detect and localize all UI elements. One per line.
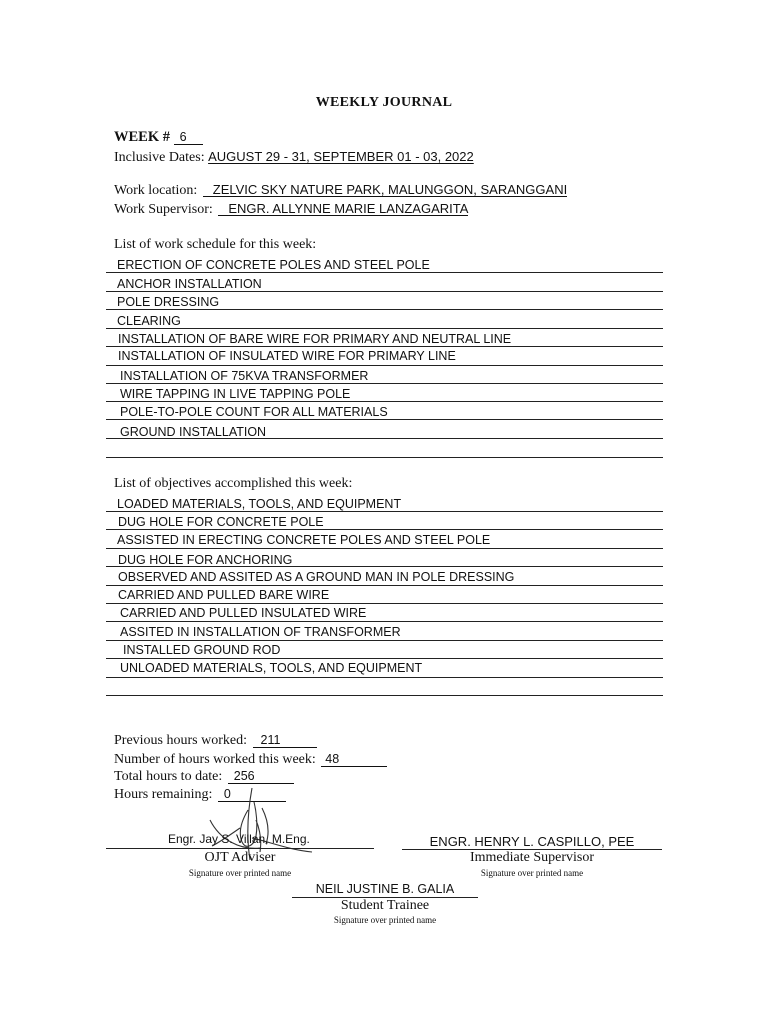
supervisor-row: [114, 202, 468, 218]
supervisor-label: Work Supervisor:: [114, 202, 213, 217]
week-hours-value: 48: [321, 753, 387, 767]
previous-hours-value: 211: [253, 734, 317, 748]
row-rule: [106, 365, 663, 366]
row-rule: [106, 511, 663, 512]
trainee-name: NEIL JUSTINE B. GALIA: [315, 882, 455, 896]
objective-item: ASSISTED IN ERECTING CONCRETE POLES AND STEEL POLE: [117, 533, 491, 547]
row-rule: [106, 419, 663, 420]
total-hours-label: Total hours to date:: [114, 769, 223, 784]
row-rule: [106, 603, 663, 604]
objective-item: LOADED MATERIALS, TOOLS, AND EQUIPMENT: [117, 497, 402, 511]
remaining-hours-value: 0: [218, 788, 286, 802]
location-label: Work location:: [114, 183, 198, 198]
objective-item: DUG HOLE FOR ANCHORING: [118, 553, 293, 567]
schedule-item: INSTALLATION OF 75KVA TRANSFORMER: [120, 369, 369, 383]
schedule-item: POLE DRESSING: [117, 295, 220, 309]
schedule-item: INSTALLATION OF INSULATED WIRE FOR PRIMARY LINE: [118, 349, 456, 363]
row-rule: [106, 529, 663, 530]
schedule-item: CLEARING: [117, 314, 181, 328]
dates-label: Inclusive Dates:: [114, 150, 205, 165]
schedule-item: POLE-TO-POLE COUNT FOR ALL MATERIALS: [120, 405, 388, 419]
dates-row: [114, 149, 474, 166]
row-rule: [106, 328, 663, 329]
location-value: ZELVIC SKY NATURE PARK, MALUNGGON, SARANGGANI: [203, 183, 567, 197]
schedule-item: INSTALLATION OF BARE WIRE FOR PRIMARY AND NEUTRAL LINE: [118, 332, 512, 346]
objective-item: INSTALLED GROUND ROD: [123, 643, 281, 657]
trainee-caption: Signature over printed name: [333, 915, 437, 925]
row-rule: [106, 695, 663, 696]
adviser-signature-line: [106, 848, 374, 849]
immediate-supervisor-name: ENGR. HENRY L. CASPILLO, PEE: [429, 834, 635, 849]
row-rule: [106, 383, 663, 384]
adviser-name: Engr. Jay S. Villan, M.Eng.: [168, 832, 310, 846]
objective-item: CARRIED AND PULLED INSULATED WIRE: [120, 606, 367, 620]
week-value: 6: [174, 131, 203, 145]
row-rule: [106, 677, 663, 678]
row-rule: [106, 640, 663, 641]
week-hours-label: Number of hours worked this week:: [114, 752, 316, 767]
schedule-item: ANCHOR INSTALLATION: [117, 277, 262, 291]
immediate-supervisor-role: Immediate Supervisor: [469, 850, 595, 865]
document-title: WEEKLY JOURNAL: [315, 95, 453, 110]
schedule-heading: List of work schedule for this week:: [114, 237, 317, 252]
row-rule: [106, 548, 663, 549]
row-rule: [106, 457, 663, 458]
row-rule: [106, 401, 663, 402]
row-rule: [106, 309, 663, 310]
supervisor-value: ENGR. ALLYNNE MARIE LANZAGARITA: [218, 202, 468, 216]
location-row: [114, 183, 567, 199]
adviser-role: OJT Adviser: [204, 850, 276, 865]
objective-item: UNLOADED MATERIALS, TOOLS, AND EQUIPMENT: [120, 661, 423, 675]
week-hours-row: [114, 752, 387, 768]
row-rule: [106, 566, 663, 567]
total-hours-value: 256: [228, 770, 294, 784]
previous-hours-row: [114, 733, 317, 749]
objective-item: OBSERVED AND ASSITED AS A GROUND MAN IN POLE DRESSING: [118, 570, 515, 584]
week-row: [114, 129, 203, 146]
previous-hours-label: Previous hours worked:: [114, 733, 247, 748]
objective-item: ASSITED IN INSTALLATION OF TRANSFORMER: [120, 625, 401, 639]
supervisor-caption: Signature over printed name: [480, 868, 584, 878]
schedule-item: ERECTION OF CONCRETE POLES AND STEEL POLE: [117, 258, 430, 272]
trainee-role: Student Trainee: [340, 898, 430, 913]
row-rule: [106, 291, 663, 292]
row-rule: [106, 346, 663, 347]
row-rule: [106, 621, 663, 622]
dates-value: AUGUST 29 - 31, SEPTEMBER 01 - 03, 2022: [208, 149, 474, 164]
schedule-item: GROUND INSTALLATION: [120, 425, 267, 439]
adviser-caption: Signature over printed name: [188, 868, 292, 878]
row-rule: [106, 658, 663, 659]
week-label: WEEK #: [114, 129, 170, 145]
schedule-item: WIRE TAPPING IN LIVE TAPPING POLE: [120, 387, 351, 401]
row-rule: [106, 272, 663, 273]
objective-item: CARRIED AND PULLED BARE WIRE: [118, 588, 330, 602]
remaining-hours-label: Hours remaining:: [114, 787, 213, 802]
row-rule: [106, 585, 663, 586]
objectives-heading: List of objectives accomplished this week:: [114, 476, 353, 491]
objective-item: DUG HOLE FOR CONCRETE POLE: [118, 515, 324, 529]
row-rule: [106, 438, 663, 439]
